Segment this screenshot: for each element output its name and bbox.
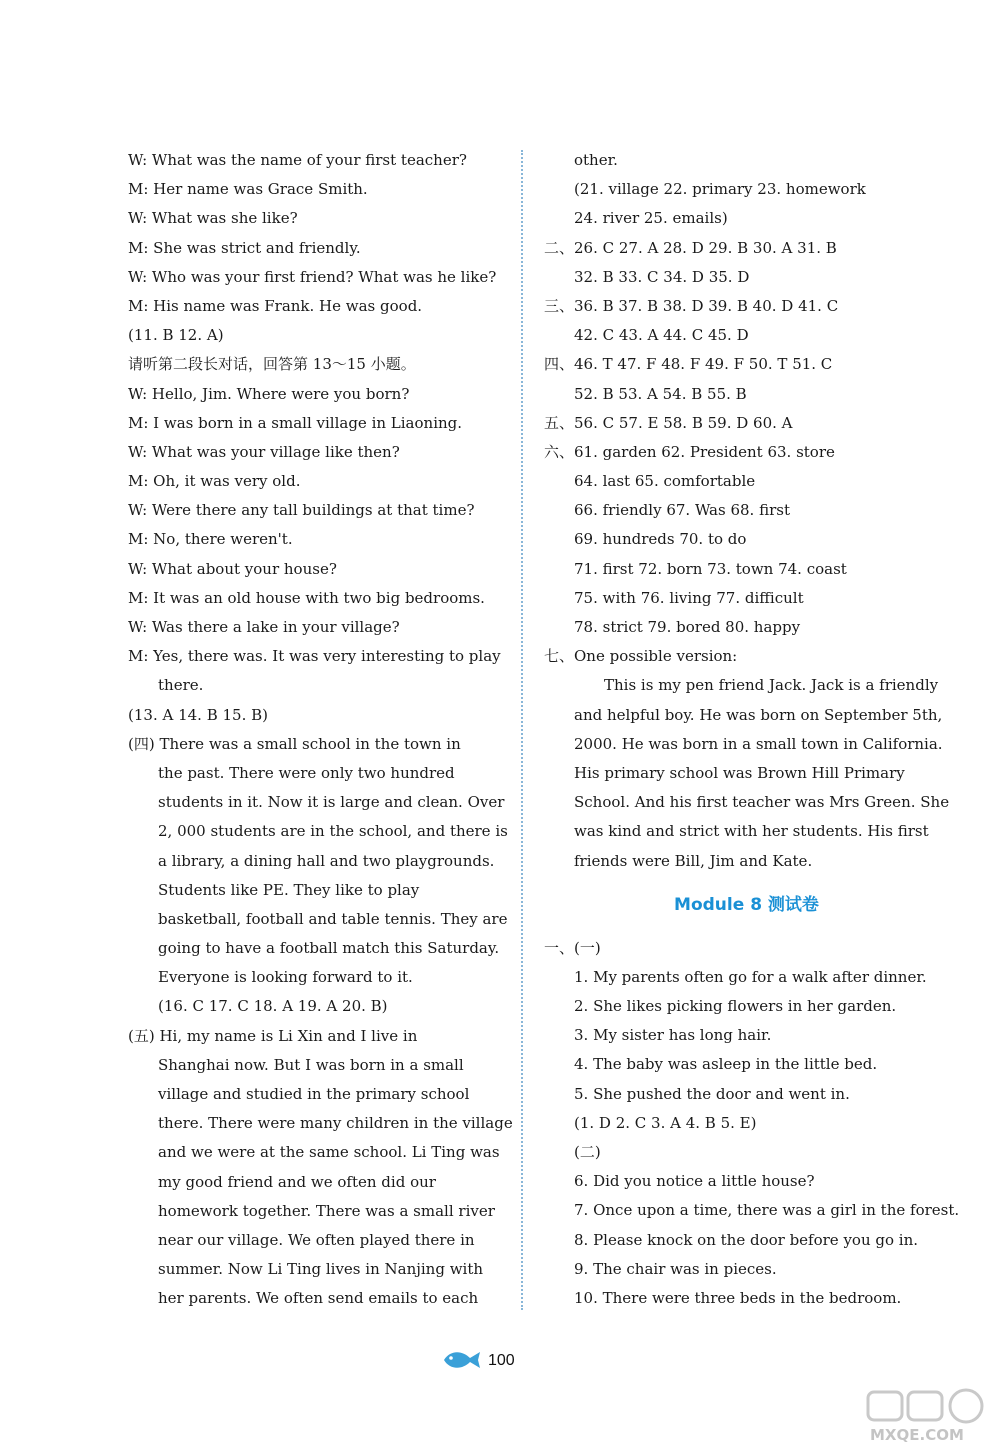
answer-line: 二、26. C 27. A 28. D 29. B 30. A 31. B bbox=[544, 238, 837, 257]
passage-line: my good friend and we often did our bbox=[158, 1172, 436, 1191]
answer-line: 52. B 53. A 54. B 55. B bbox=[574, 384, 747, 403]
page-number: 100 bbox=[488, 1352, 515, 1369]
answer-line: 5. She pushed the door and went in. bbox=[574, 1084, 850, 1103]
answer-line: 五、56. C 57. E 58. B 59. D 60. A bbox=[544, 413, 793, 432]
dialogue-line: M: His name was Frank. He was good. bbox=[128, 296, 423, 315]
answer-line: 64. last 65. comfortable bbox=[574, 472, 756, 491]
dialogue-line: M: Her name was Grace Smith. bbox=[128, 180, 368, 199]
passage-line: basketball, football and table tennis. They are bbox=[158, 909, 508, 928]
answer-line: (13. A 14. B 15. B) bbox=[128, 705, 268, 724]
passage-line: Shanghai now. But I was born in a small bbox=[158, 1055, 464, 1074]
passage-line: (五) Hi, my name is Li Xin and I live in bbox=[128, 1026, 418, 1045]
passage-line: summer. Now Li Ting lives in Nanjing with bbox=[158, 1260, 484, 1279]
answer-line: 七、One possible version: bbox=[544, 647, 738, 666]
svg-text:MXQE.COM: MXQE.COM bbox=[870, 1426, 964, 1444]
passage-line: 2, 000 students are in the school, and there is bbox=[158, 822, 508, 841]
dialogue-line: W: Who was your first friend? What was he like? bbox=[128, 267, 497, 286]
dialogue-line: W: Was there a lake in your village? bbox=[128, 618, 400, 636]
answer-line: 7. Once upon a time, there was a girl in the forest. bbox=[574, 1201, 960, 1220]
dialogue-line: there. bbox=[158, 676, 204, 695]
answer-line: 6. Did you notice a little house? bbox=[574, 1172, 815, 1191]
instruction-line: 请听第二段长对话，回答第 13～15 小题。 bbox=[128, 355, 416, 374]
dialogue-line: M: Yes, there was. It was very interesting to play bbox=[128, 647, 501, 666]
passage-line: friends were Bill, Jim and Kate. bbox=[574, 851, 813, 870]
answer-line: 9. The chair was in pieces. bbox=[574, 1259, 777, 1278]
left-column bbox=[128, 146, 513, 1314]
section-heading: (二) bbox=[574, 1143, 601, 1161]
answer-line: 3. My sister has long hair. bbox=[574, 1026, 772, 1045]
passage-line: village and studied in the primary school bbox=[158, 1085, 470, 1103]
passage-line: going to have a football match this Saturday. bbox=[158, 939, 500, 958]
dialogue-line: W: Were there any tall buildings at that time? bbox=[128, 501, 475, 520]
passage-line: Students like PE. They like to play bbox=[158, 880, 420, 899]
dialogue-line: M: She was strict and friendly. bbox=[128, 238, 361, 257]
passage-line: homework together. There was a small river bbox=[158, 1201, 495, 1220]
answer-line: (16. C 17. C 18. A 19. A 20. B) bbox=[158, 997, 388, 1016]
answer-line: 1. My parents often go for a walk after dinner. bbox=[574, 967, 927, 986]
dialogue-line: W: What about your house? bbox=[128, 559, 337, 578]
answer-line: 三、36. B 37. B 38. D 39. B 40. D 41. C bbox=[544, 296, 839, 315]
answer-line: (1. D 2. C 3. A 4. B 5. E) bbox=[574, 1113, 757, 1132]
answer-line: 32. B 33. C 34. D 35. D bbox=[574, 267, 750, 286]
right-column bbox=[544, 146, 960, 1313]
passage-line: other. bbox=[574, 151, 618, 169]
answer-line: 42. C 43. A 44. C 45. D bbox=[574, 326, 749, 345]
dialogue-line: M: It was an old house with two big bedrooms. bbox=[128, 588, 485, 607]
passage-line: 2000. He was born in a small town in California. bbox=[574, 734, 943, 753]
dialogue-line: W: What was the name of your first teacher? bbox=[128, 151, 467, 169]
answer-line: 69. hundreds 70. to do bbox=[574, 530, 747, 549]
passage-line: This is my pen friend Jack. Jack is a friendly bbox=[604, 676, 939, 695]
passage-line: there. There were many children in the village bbox=[158, 1114, 513, 1133]
dialogue-line: M: Oh, it was very old. bbox=[128, 472, 301, 491]
answer-line: 2. She likes picking flowers in her garden. bbox=[574, 997, 897, 1016]
answer-line: 四、46. T 47. F 48. F 49. F 50. T 51. C bbox=[544, 355, 833, 374]
answer-line: 六、61. garden 62. President 63. store bbox=[544, 442, 835, 461]
answer-line: 24. river 25. emails) bbox=[574, 209, 728, 228]
passage-line: the past. There were only two hundred bbox=[158, 763, 455, 782]
dialogue-line: W: What was your village like then? bbox=[128, 442, 400, 461]
passage-line: and helpful boy. He was born on September 5th, bbox=[574, 705, 943, 724]
passage-line: His primary school was Brown Hill Primary bbox=[574, 763, 905, 782]
fish-icon bbox=[440, 1346, 482, 1372]
answer-line: (11. B 12. A) bbox=[128, 326, 224, 345]
module-title: Module 8 测试卷 bbox=[674, 894, 819, 915]
answer-line: 4. The baby was asleep in the little bed. bbox=[574, 1055, 878, 1074]
dialogue-line: W: Hello, Jim. Where were you born? bbox=[128, 384, 410, 403]
section-heading: 一、(一) bbox=[544, 938, 601, 957]
passage-line: Everyone is looking forward to it. bbox=[158, 968, 413, 987]
answer-line: 10. There were three beds in the bedroom. bbox=[574, 1288, 902, 1307]
passage-line: (四) There was a small school in the town in bbox=[128, 734, 461, 753]
watermark-logo bbox=[862, 1386, 992, 1446]
dialogue-line: M: No, there weren't. bbox=[128, 530, 293, 549]
passage-line: School. And his first teacher was Mrs Green. She bbox=[574, 793, 950, 812]
passage-line: and we were at the same school. Li Ting was bbox=[158, 1143, 500, 1162]
answer-line: 66. friendly 67. Was 68. first bbox=[574, 501, 790, 520]
dialogue-line: W: What was she like? bbox=[128, 209, 298, 228]
passage-line: was kind and strict with her students. His first bbox=[574, 822, 929, 841]
passage-line: her parents. We often send emails to each bbox=[158, 1289, 479, 1308]
answer-line: 8. Please knock on the door before you go in. bbox=[574, 1230, 919, 1249]
dialogue-line: M: I was born in a small village in Liaoning. bbox=[128, 413, 463, 432]
answer-line: (21. village 22. primary 23. homework bbox=[574, 180, 866, 199]
passage-line: a library, a dining hall and two playgrounds. bbox=[158, 851, 495, 870]
column-divider bbox=[521, 150, 523, 1310]
passage-line: near our village. We often played there in bbox=[158, 1230, 475, 1249]
answer-line: 78. strict 79. bored 80. happy bbox=[574, 618, 801, 636]
answer-line: 71. first 72. born 73. town 74. coast bbox=[574, 559, 847, 578]
answer-line: 75. with 76. living 77. difficult bbox=[574, 588, 804, 607]
passage-line: students in it. Now it is large and clean. Over bbox=[158, 793, 505, 812]
